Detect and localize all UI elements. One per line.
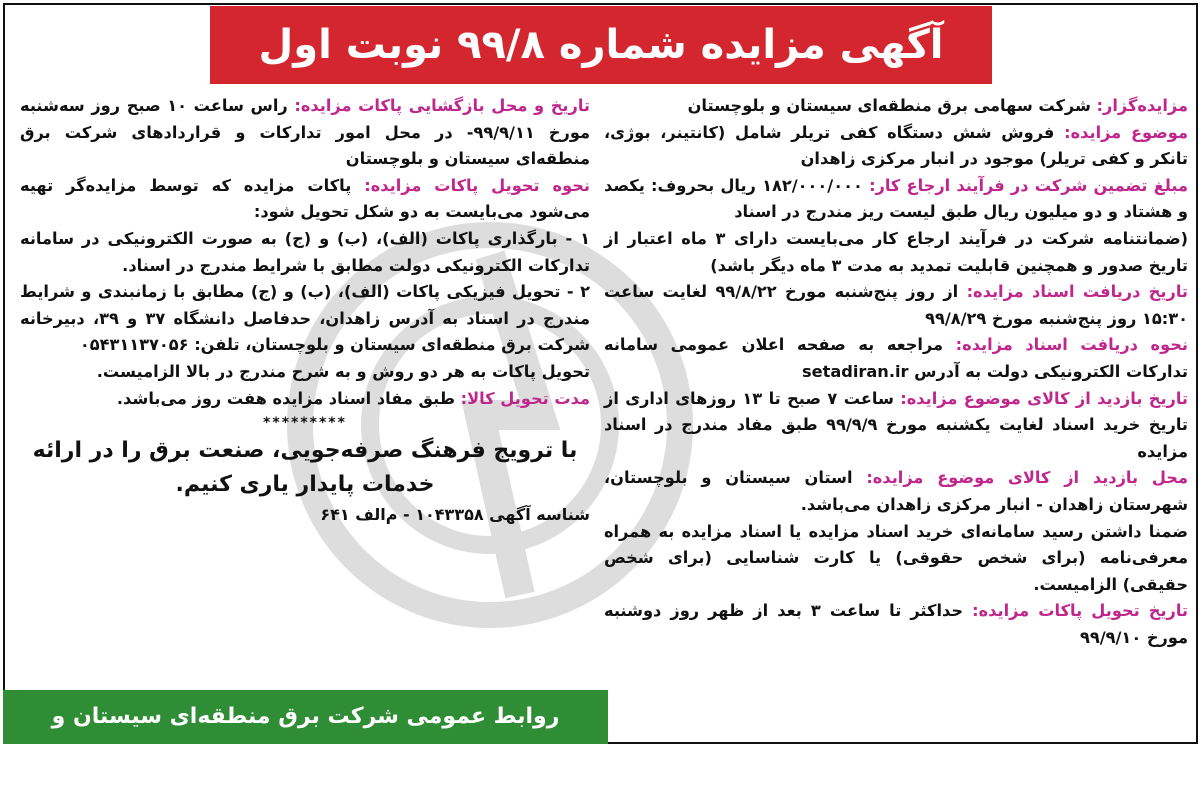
both-methods-note: تحویل پاکات به هر دو روش و به شرح مندرج در بالا الزامیست. — [96, 361, 590, 381]
subject-label: موضوع مزایده: — [1064, 122, 1188, 142]
subject-paragraph — [604, 120, 1188, 173]
envelope-method-paragraph — [20, 173, 590, 226]
ad-title: آگهی مزایده شماره ۹۹/۸ نوبت اول — [210, 6, 992, 84]
opening-label: تاریخ و محل بازگشایی پاکات مزایده: — [294, 96, 590, 115]
left-column — [20, 93, 590, 529]
doc-method-text: مراجعه به صفحه اعلان عمومی سامانه تدارکات الکترونیکی دولت به آدرس — [604, 335, 1188, 381]
doc-date-text: از روز پنج‌شنبه مورخ ۹۹/۸/۲۲ لغایت ساعت ۱۵:۳۰ روز پنج‌شنبه مورخ ۹۹/۸/۲۹ — [604, 282, 1188, 328]
organizer-text: شرکت سهامی برق منطقه‌ای سیستان و بلوچستان — [687, 96, 1097, 115]
electronic-upload-item: ۱ - بارگذاری پاکات (الف)، (ب) و (ج) به صورت الکترونیکی در سامانه تدارکات الکترونیکی دولت مطابق با شرایط مندرج در اسناد. — [20, 228, 590, 275]
motto: با ترویج فرهنگ صرفه‌جویی، صنعت برق را در ارائه خدمات پایدار یاری کنیم. — [32, 438, 578, 498]
doc-date-label: تاریخ دریافت اسناد مزایده: — [966, 282, 1188, 302]
right-column — [604, 93, 1188, 651]
visit-place-paragraph — [604, 465, 1188, 518]
envelope-method-label: نحوه تحویل پاکات مزایده: — [364, 175, 590, 195]
delivery-period-text: طبق مفاد اسناد مزایده هفت روز می‌باشد. — [116, 388, 461, 408]
footer-public-relations: روابط عمومی شرکت برق منطقه‌ای سیستان و بلوچستان — [3, 690, 608, 744]
opening-paragraph — [20, 93, 590, 173]
guarantee-text: ۱۸۲/۰۰۰/۰۰۰ ریال بحروف: یکصد و هشتاد و دو میلیون ریال طبق لیست ریز مندرج در اسناد — [604, 175, 1188, 222]
delivery-period-paragraph — [20, 386, 590, 413]
visit-date-label: تاریخ بازدید از کالای موضوع مزایده: — [900, 388, 1189, 408]
delivery-date-paragraph — [604, 598, 1188, 651]
doc-method-label: نحوه دریافت اسناد مزایده: — [955, 335, 1188, 355]
visit-date-text: ساعت ۷ صبح تا ۱۳ روزهای اداری از تاریخ خرید اسناد لغایت یکشنبه مورخ ۹۹/۹/۹ طبق مفاد مندرج در اسناد مزایده — [604, 388, 1188, 461]
delivery-date-text: حداکثر تا ساعت ۳ بعد از ظهر روز دوشنبه مورخ ۹۹/۹/۱۰ — [604, 601, 1188, 647]
setadiran-link[interactable]: setadiran.ir — [801, 361, 909, 381]
organizer-label: مزایده‌گزار: — [1096, 96, 1188, 115]
physical-delivery-item: ۲ - تحویل فیزیکی پاکات (الف)، (ب) و (ج) مطابق با زمانبندی و شرایط مندرج در اسناد به آدرس زاهدان، حدفاصل دانشگاه ۳۷ و ۳۹، دبیرخانه شرکت برق منطقه‌ای سیستان و بلوچستان، تلفن: ۰۵۴۳۱۱۳۷۰۵۶ — [20, 282, 590, 355]
guarantee-paragraph — [604, 173, 1188, 226]
opening-text: راس ساعت ۱۰ صبح روز سه‌شنبه مورخ ۹۹/۹/۱۱- در محل امور تدارکات و قراردادهای شرکت برق منطقه‌ای سیستان و بلوچستان — [20, 96, 590, 169]
delivery-period-label: مدت تحویل کالا: — [460, 388, 590, 408]
visit-place-label: محل بازدید از کالای موضوع مزایده: — [866, 468, 1188, 488]
stars-divider: ********* — [263, 415, 347, 432]
guarantee-note: (ضمانتنامه شرکت در فرآیند ارجاع کار می‌بایست دارای ۳ ماه اعتبار از تاریخ صدور و همچنین قابلیت تمدید به مدت ۳ ماه دیگر باشد) — [604, 228, 1188, 275]
subject-text: فروش شش دستگاه کفی تریلر شامل (کانتینر، بوژی، تانکر و کفی تریلر) موجود در انبار مرکزی زاهدان — [604, 122, 1188, 169]
receipt-note: ضمنا داشتن رسید سامانه‌ای خرید اسناد مزایده یا اسناد مزایده به همراه معرفی‌نامه (برای شخص حقوقی) یا کارت شناسایی (برای شخص حقیقی) الزامیست. — [604, 521, 1188, 594]
visit-date-paragraph — [604, 386, 1188, 466]
visit-place-text: استان سیستان و بلوچستان، شهرستان زاهدان - انبار مرکزی زاهدان می‌باشد. — [604, 468, 1188, 514]
doc-date-paragraph — [604, 279, 1188, 332]
organizer-paragraph — [604, 93, 1188, 120]
guarantee-label: مبلغ تضمین شرکت در فرآیند ارجاع کار: — [869, 175, 1189, 195]
ad-id: شناسه آگهی ۱۰۴۳۳۵۸ - م‌الف ۶۴۱ — [320, 505, 590, 525]
delivery-date-label: تاریخ تحویل پاکات مزایده: — [972, 601, 1189, 621]
envelope-method-text: پاکات مزایده که توسط مزایده‌گر تهیه می‌شود می‌بایست به دو شکل تحویل شود: — [20, 175, 590, 222]
doc-method-paragraph — [604, 332, 1188, 385]
